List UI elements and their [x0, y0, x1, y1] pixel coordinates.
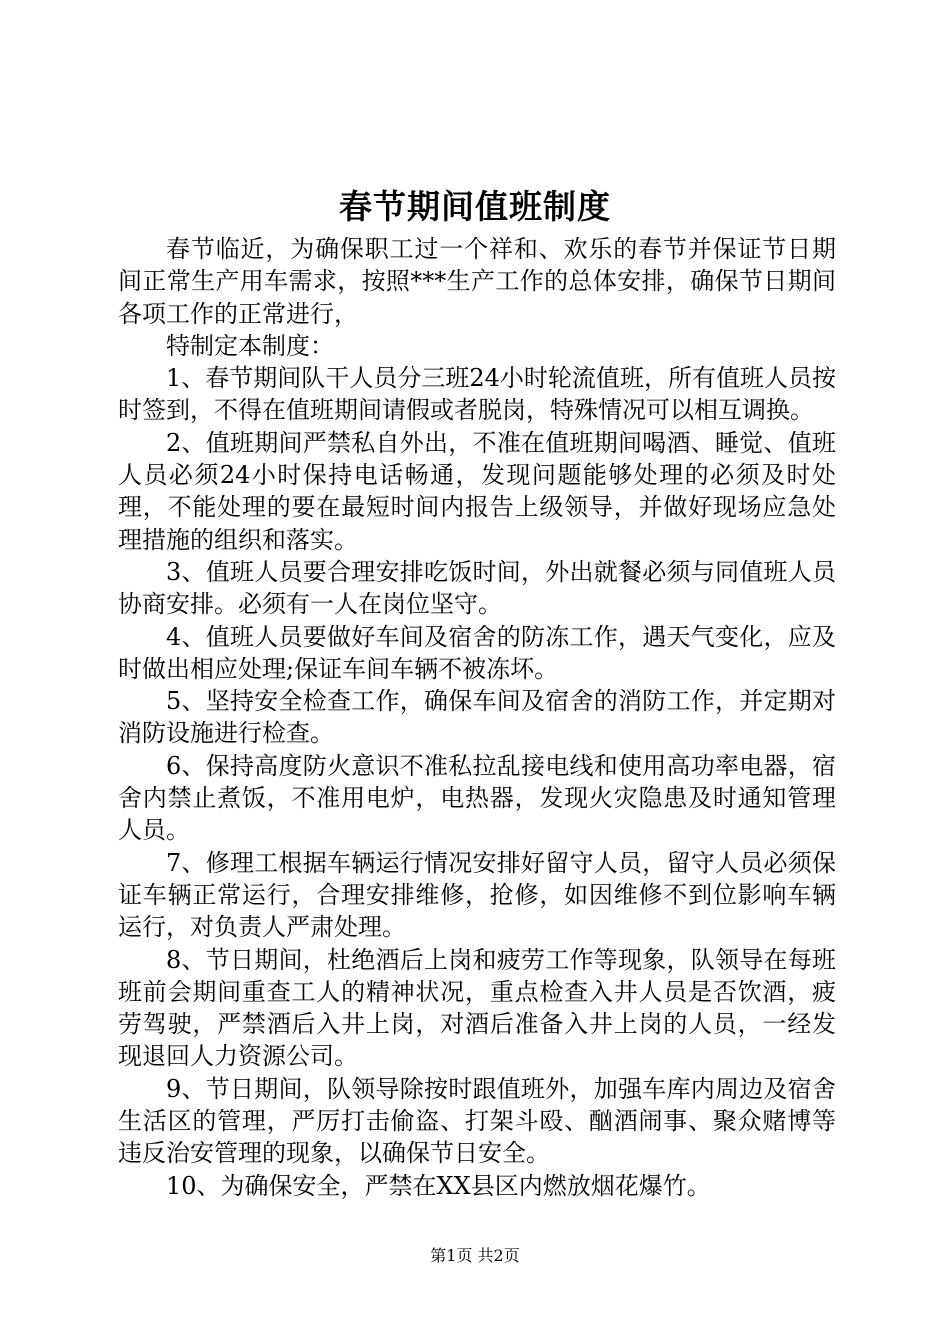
rule-paragraph-7: 7、修理工根据车辆运行情况安排好留守人员，留守人员必须保证车辆正常运行，合理安排维修，抢修，如因维修不到位影响车辆运行，对负责人严肃处理。 [118, 848, 836, 942]
document-body [118, 233, 836, 1202]
rule-paragraph-4: 4、值班人员要做好车间及宿舍的防冻工作，遇天气变化，应及时做出相应处理;保证车间车辆不被冻坏。 [118, 622, 836, 683]
rule-paragraph-6: 6、保持高度防火意识不准私拉乱接电线和使用高功率电器，宿舍内禁止煮饭，不准用电炉，电热器，发现火灾隐患及时通知管理人员。 [118, 751, 836, 845]
rule-paragraph-10: 10、为确保安全，严禁在XX县区内燃放烟花爆竹。 [166, 1171, 711, 1200]
rule-paragraph-1: 1、春节期间队干人员分三班24小时轮流值班，所有值班人员按时签到，不得在值班期间请假或者脱岗，特殊情况可以相互调换。 [118, 364, 836, 425]
page-footer: 第1页 共2页 [430, 1246, 520, 1265]
rule-paragraph-8: 8、节日期间，杜绝酒后上岗和疲劳工作等现象，队领导在每班班前会期间重查工人的精神状况，重点检查入井人员是否饮酒，疲劳驾驶，严禁酒后入井上岗，对酒后准备入井上岗的人员，一经发现退回人力资源公司。 [118, 945, 836, 1071]
intro-paragraph: 春节临近，为确保职工过一个祥和、欢乐的春节并保证节日期间正常生产用车需求，按照***生产工作的总体安排，确保节日期间各项工作的正常进行， [118, 235, 836, 328]
preamble-paragraph: 特制定本制度： [166, 331, 334, 360]
rule-paragraph-9: 9、节日期间，队领导除按时跟值班外，加强车库内周边及宿舍生活区的管理，严厉打击偷盗、打架斗殴、酗酒闹事、聚众赌博等违反治安管理的现象，以确保节日安全。 [118, 1074, 836, 1168]
rule-paragraph-5: 5、坚持安全检查工作，确保车间及宿舍的消防工作，并定期对消防设施进行检查。 [118, 687, 836, 748]
rule-paragraph-2: 2、值班期间严禁私自外出，不准在值班期间喝酒、睡觉、值班人员必须24小时保持电话畅通，发现问题能够处理的必须及时处理，不能处理的要在最短时间内报告上级领导，并做好现场应急处理措施的组织和落实。 [118, 428, 836, 554]
document-title: 春节期间值班制度 [339, 187, 611, 226]
rule-paragraph-3: 3、值班人员要合理安排吃饭时间，外出就餐必须与同值班人员协商安排。必须有一人在岗位坚守。 [118, 557, 836, 619]
